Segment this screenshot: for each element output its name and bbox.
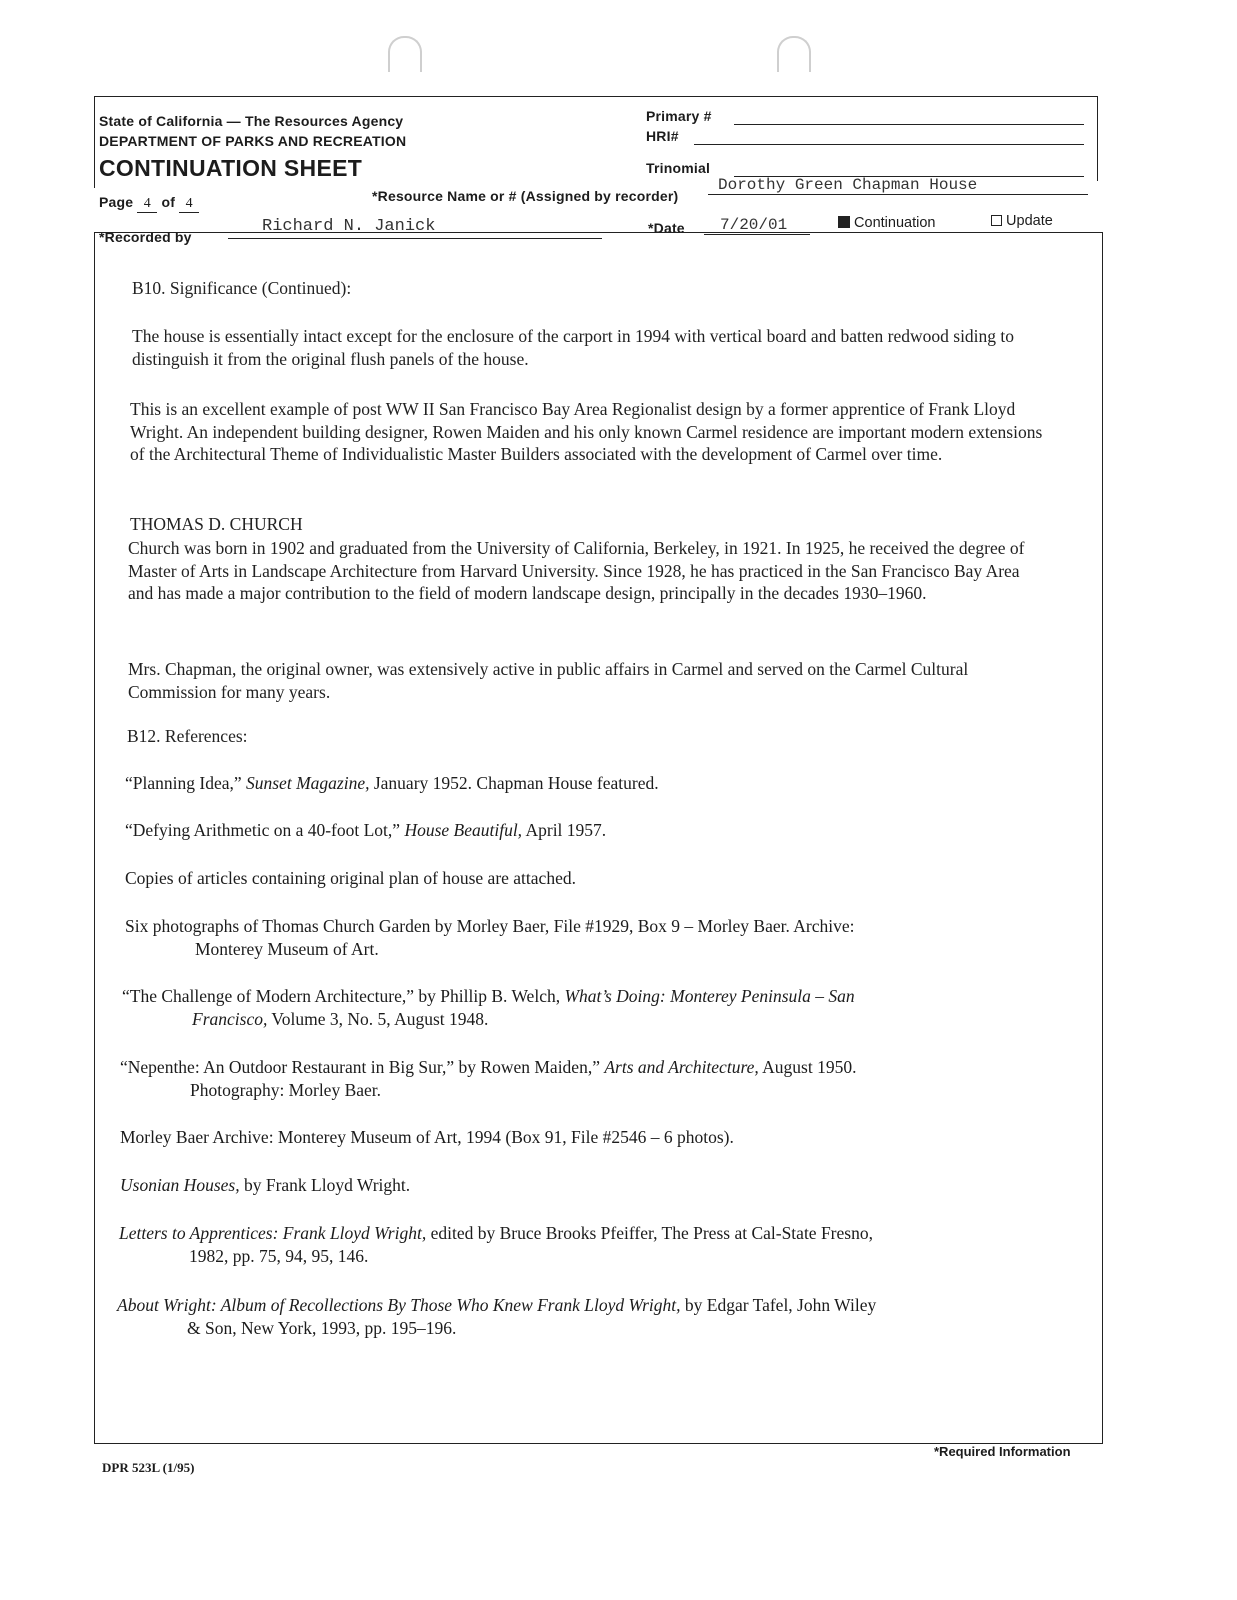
paragraph-carport: The house is essentially intact except for the enclosure of the carport in 1994 with vertical board and batten redwood siding to distinguish it from the original flush panels of the house. [132,326,1015,369]
reference-text: “Defying Arithmetic on a 40-foot Lot,” [125,820,405,840]
reference-text: Photography: Morley Baer. [190,1079,382,1100]
resource-field-line [708,194,1088,195]
reference-text: Copies of articles containing original plan of house are attached. [125,868,576,888]
reference-text: “The Challenge of Modern Architecture,” by Phillip B. Welch, [122,986,565,1006]
required-information-note: *Required Information [934,1444,1071,1459]
recorded-by-label: *Recorded by [99,229,192,245]
sheet-title: CONTINUATION SHEET [99,155,363,181]
reference-item [125,819,606,842]
reference-text: 1982, pp. 75, 94, 95, 146. [189,1245,369,1266]
reference-title: Usonian Houses, [120,1175,240,1195]
recorded-by-value: Richard N. Janick [262,217,436,236]
reference-text: Volume 3, No. 5, August 1948. [267,1008,489,1029]
reference-title: Sunset Magazine, [246,773,370,793]
reference-title: House Beautiful, [404,820,523,840]
reference-title: About Wright: Album of Recollections By Those Who Knew Frank Lloyd Wright, [117,1295,681,1315]
department-line: DEPARTMENT OF PARKS AND RECREATION [99,133,407,149]
reference-text: April 1957. [522,820,607,840]
chapman-paragraph: Mrs. Chapman, the original owner, was extensively active in public affairs in Carmel and served on the Carmel Cultural Commission for many years. [128,659,969,702]
reference-text: Six photographs of Thomas Church Garden by Morley Baer, File #1929, Box 9 – Morley Baer. Archive: [125,916,855,936]
reference-text: by Edgar Tafel, John Wiley [680,1295,877,1315]
continuation-label: Continuation [854,215,936,231]
reference-item [120,1126,734,1149]
checked-box-icon[interactable] [838,216,850,228]
header-left-bar [94,96,95,188]
reference-text: edited by Bruce Brooks Pfeiffer, The Press at Cal-State Fresno, [426,1223,873,1243]
reference-item [122,985,855,1030]
reference-item [119,1222,873,1267]
form-id: DPR 523L (1/95) [102,1460,195,1475]
reference-item [117,1294,876,1339]
date-label: *Date [648,220,685,236]
hri-field-line [694,144,1084,145]
page-total: 4 [179,196,199,213]
reference-item [125,867,576,890]
update-option[interactable] [991,213,1053,229]
page-indicator [99,194,199,213]
continuation-option[interactable] [838,215,935,231]
church-heading: THOMAS D. CHURCH [130,514,303,534]
reference-item [120,1056,856,1101]
reference-text: August 1950. [758,1057,857,1077]
resource-name: Dorothy Green Chapman House [718,176,978,194]
reference-text: “Nepenthe: An Outdoor Restaurant in Big Sur,” by Rowen Maiden,” [120,1057,605,1077]
update-label: Update [1006,213,1053,229]
reference-text: “Planning Idea,” [125,773,246,793]
reference-item [125,772,659,795]
punch-hole-left [388,36,422,72]
b10-heading: B10. Significance (Continued): [132,278,352,298]
reference-title: Arts and Architecture, [604,1057,759,1077]
reference-title: Francisco, [192,1008,268,1029]
church-paragraph: Church was born in 1902 and graduated from the University of California, Berkeley, in 1921. In 1925, he received the degree of Master of Arts in Landscape Architecture from Harvard University. Since 1928, he has practiced in the San Francisco Bay Area and has made a major contribution to the field of modern landscape design, principally in the decades 1930–1960. [128,538,1025,603]
paragraph-regionalist: This is an excellent example of post WW II San Francisco Bay Area Regionalist design by a former apprentice of Frank Lloyd Wright. An independent building designer, Rowen Maiden and his only known Carmel residence are important modern extensions of the Architectural Theme of Individualistic Master Builders associated with the development of Carmel over time. [130,399,1043,464]
reference-text: & Son, New York, 1993, pp. 195–196. [187,1317,457,1338]
trinomial-label: Trinomial [646,160,711,176]
primary-field-line [734,124,1084,125]
primary-label: Primary # [646,108,712,124]
reference-title: What’s Doing: Monterey Peninsula – San [564,986,855,1006]
reference-item [120,1174,410,1197]
punch-hole-right [777,36,811,72]
page-label: Page [99,194,134,210]
reference-text: January 1952. Chapman House featured. [369,773,659,793]
references-list [117,772,1055,1352]
reference-text: Morley Baer Archive: Monterey Museum of Art, 1994 (Box 91, File #2546 – 6 photos). [120,1127,734,1147]
hri-label: HRI# [646,128,679,144]
unchecked-box-icon[interactable] [991,215,1002,226]
b12-heading: B12. References: [127,726,248,746]
of-label: of [161,194,176,210]
page-number: 4 [137,196,157,213]
resource-label: *Resource Name or # (Assigned by recorder) [372,188,679,204]
date-value: 7/20/01 [720,216,788,234]
reference-item [125,915,855,960]
agency-line: State of California — The Resources Agency [99,113,404,129]
reference-text: by Frank Lloyd Wright. [239,1175,411,1195]
reference-text: Monterey Museum of Art. [195,938,379,959]
reference-title: Letters to Apprentices: Frank Lloyd Wright, [119,1223,427,1243]
